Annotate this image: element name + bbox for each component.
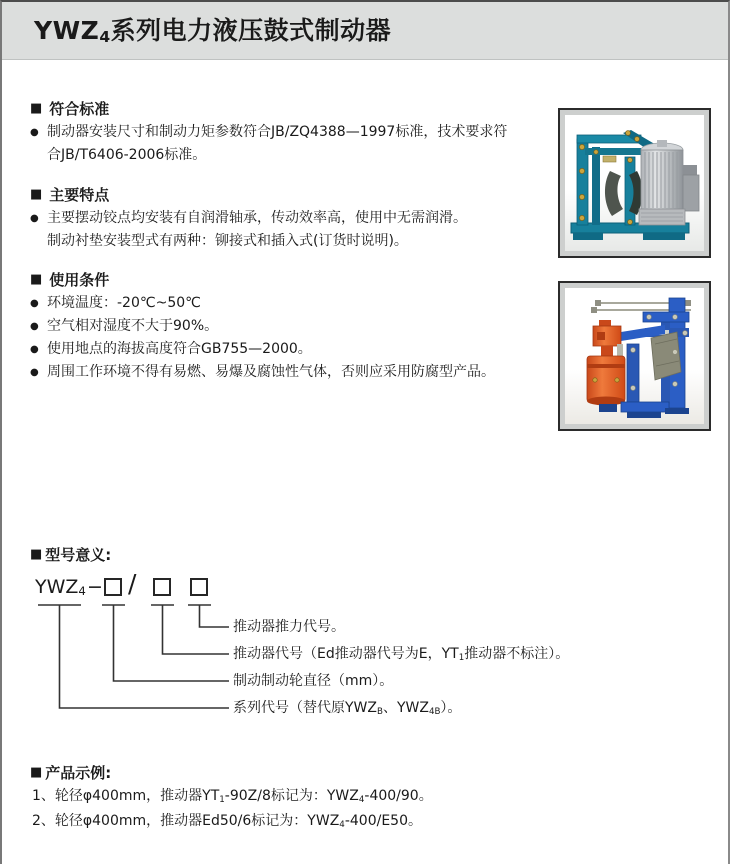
bullet-icon: ●: [30, 344, 39, 355]
square-marker-icon: ■: [30, 100, 43, 116]
label-thrust-code: 推动器推力代号。: [233, 619, 345, 635]
bullet-spacer: [30, 144, 47, 167]
brake-photo-area: [565, 115, 704, 251]
section-features: [30, 183, 530, 253]
section-title-text: 主要特点: [49, 185, 110, 204]
example-line-2: 2、轮径φ400mm，推动器Ed50/6标记为：YWZ4-400/E50。: [32, 813, 422, 830]
item-text: 制动衬垫安装型式有两种：铆接式和插入式(订货时说明)。: [47, 233, 408, 249]
bullet-icon: ●: [30, 321, 39, 332]
model-box-thruster-code: [153, 578, 171, 596]
square-marker-icon: ■: [30, 764, 43, 780]
bullet-icon: ●: [30, 367, 39, 378]
bullet-icon: ●: [30, 298, 39, 309]
bullet-icon: ●: [30, 213, 39, 224]
bullet-icon: ●: [30, 127, 39, 138]
page-title: YWZ4系列电力液压鼓式制动器: [34, 16, 392, 46]
drum-brake-orange-thruster-illustration: [565, 288, 704, 424]
section-title-text: 符合标准: [49, 99, 110, 118]
bullet-item: [30, 361, 530, 384]
bullet-spacer: [30, 230, 47, 253]
product-photo-top: [558, 108, 711, 258]
item-text: 周围工作环境不得有易燃、易爆及腐蚀性气体，否则应采用防腐型产品。: [47, 364, 495, 380]
product-examples-heading: [30, 762, 111, 782]
section-title-text: 使用条件: [49, 270, 110, 289]
bullet-item: [30, 338, 530, 361]
item-text: 使用地点的海拔高度符合GB755—2000。: [47, 341, 312, 357]
bullet-item: [30, 230, 530, 253]
bullet-item: [30, 315, 530, 338]
model-code-slash: /: [128, 569, 137, 598]
bullet-item: [30, 292, 530, 315]
section-features-title: [30, 183, 530, 205]
brake-photo-area: [565, 288, 704, 424]
item-text: 制动器安装尺寸和制动力矩参数符合JB/ZQ4388—1997标准，技术要求符: [47, 124, 508, 140]
label-series-code: 系列代号（替代原YWZB、YWZ4B）。: [233, 700, 462, 717]
square-marker-icon: ■: [30, 546, 43, 562]
heading-text: 型号意义:: [45, 545, 112, 564]
product-photo-bottom: [558, 281, 711, 431]
item-text: 空气相对湿度不大于90%。: [47, 318, 219, 334]
item-text: 合JB/T6406-2006标准。: [47, 147, 207, 163]
heading-text: 产品示例:: [45, 763, 112, 782]
model-box-thrust-code: [190, 578, 208, 596]
model-code-dash: −: [87, 576, 103, 598]
item-text: 主要摆动铰点均安装有自润滑轴承，传动效率高，使用中无需润滑。: [47, 210, 467, 226]
page-header: [2, 2, 728, 60]
drum-brake-silver-thruster-illustration: [565, 115, 704, 251]
model-box-wheel-diameter: [104, 578, 122, 596]
section-conditions: [30, 268, 530, 384]
label-wheel-diameter: 制动制动轮直径（mm）。: [233, 673, 394, 689]
square-marker-icon: ■: [30, 186, 43, 202]
bullet-item: [30, 207, 530, 230]
label-thruster-code: 推动器代号（Ed推动器代号为E，YT1推动器不标注）。: [233, 646, 570, 663]
model-code-prefix: YWZ4: [35, 576, 86, 599]
section-standards-title: [30, 97, 530, 119]
bullet-item: [30, 144, 530, 167]
example-line-1: 1、轮径φ400mm，推动器YT1-90Z/8标记为：YWZ4-400/90。: [32, 788, 433, 805]
section-standards: [30, 97, 530, 167]
bullet-item: [30, 121, 530, 144]
model-meaning-heading: [30, 544, 111, 564]
item-text: 环境温度：-20℃~50℃: [47, 295, 201, 311]
square-marker-icon: ■: [30, 271, 43, 287]
section-conditions-title: [30, 268, 530, 290]
